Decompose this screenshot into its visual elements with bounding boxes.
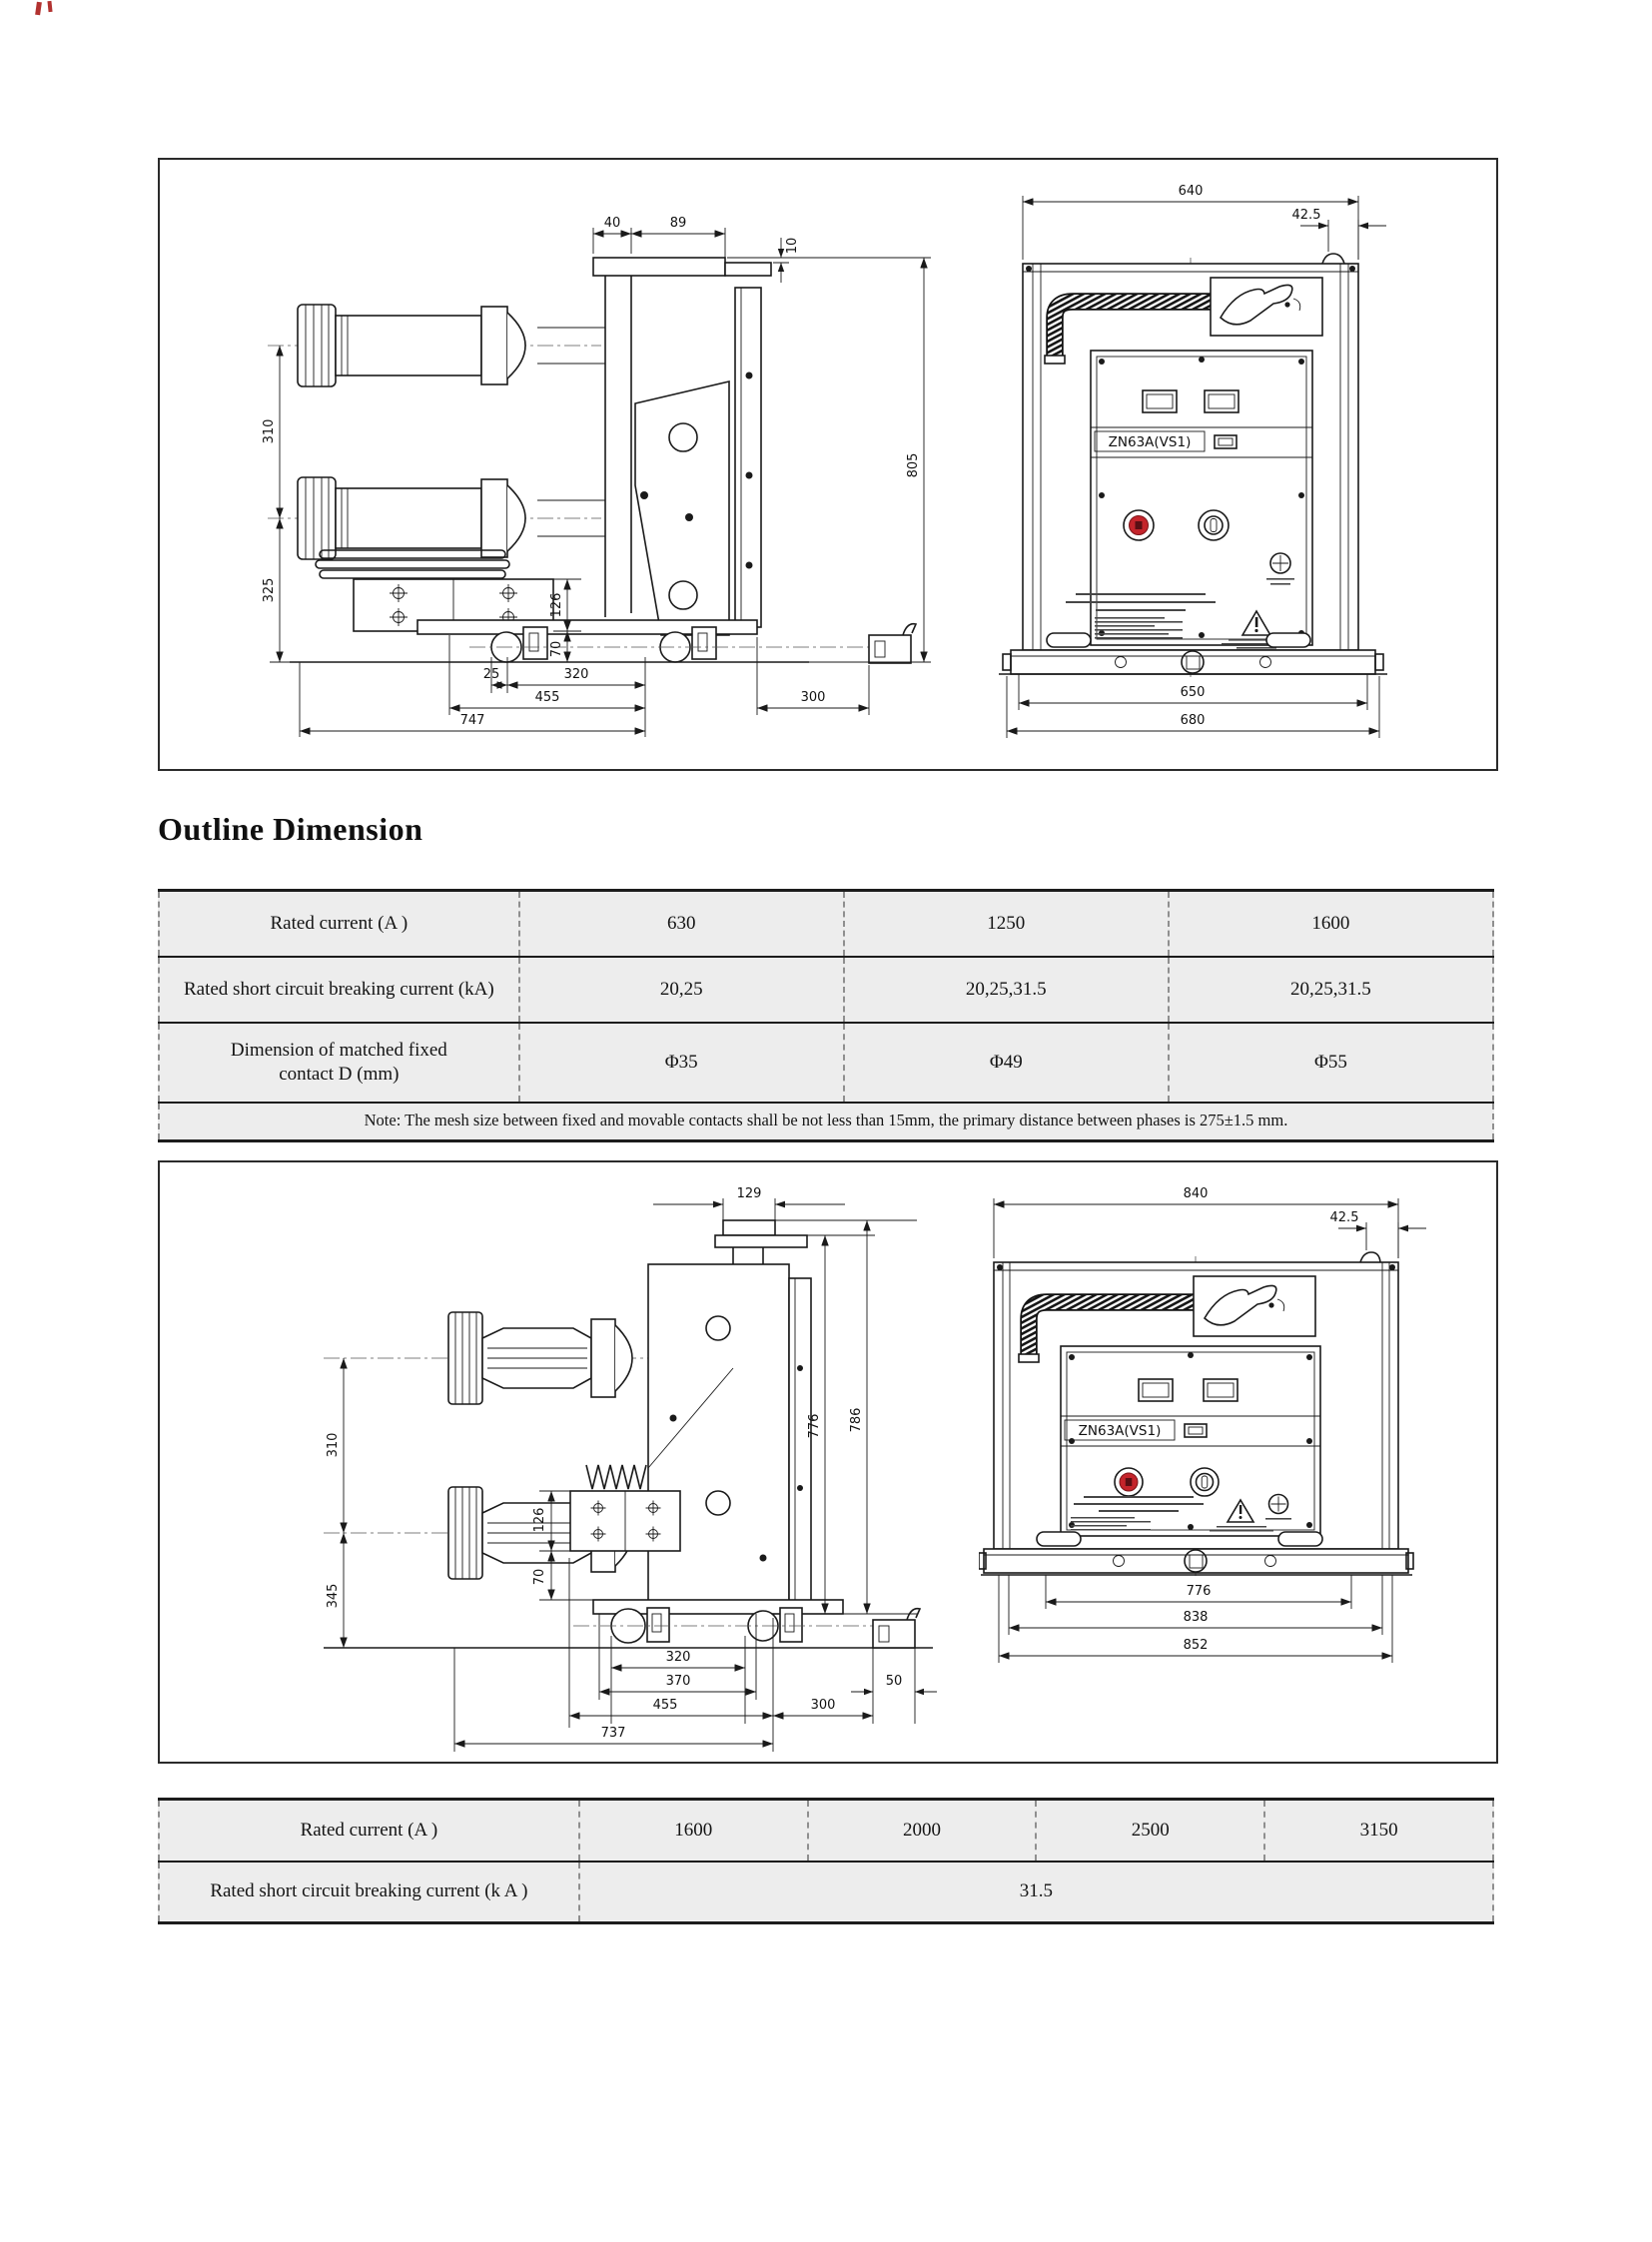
cell: 20,25,31.5 bbox=[844, 957, 1169, 1023]
row-label: Rated current (A ) bbox=[270, 912, 409, 934]
dim-838: 838 bbox=[1183, 1610, 1209, 1625]
dim-50: 50 bbox=[885, 1674, 903, 1689]
dim-40: 40 bbox=[603, 216, 621, 231]
scan-mark bbox=[35, 2, 42, 16]
dim-25: 25 bbox=[482, 667, 500, 682]
drawing-panel-1 bbox=[158, 158, 1498, 771]
dim-42-5: 42.5 bbox=[1329, 1210, 1359, 1225]
model-label: ZN63A(VS1) bbox=[1108, 434, 1192, 450]
operating-handle bbox=[1211, 278, 1322, 336]
dim-310: 310 bbox=[326, 1432, 341, 1458]
dim-70: 70 bbox=[532, 1568, 547, 1586]
interlock-box bbox=[869, 624, 916, 663]
row-label: Rated short circuit breaking current (kA) bbox=[159, 957, 519, 1023]
spec-table-2-wrap bbox=[158, 1798, 1494, 1924]
row-label: Dimension of matched fixed contact D (mm) bbox=[159, 1023, 519, 1103]
drawing-panel-2 bbox=[158, 1160, 1498, 1764]
row-label: Rated current (A ) bbox=[300, 1819, 438, 1841]
spec-table-1-wrap bbox=[158, 889, 1494, 1142]
row-label: Rated short circuit breaking current (k A ) bbox=[159, 1862, 579, 1923]
bellows bbox=[316, 550, 509, 578]
model-label: ZN63A(VS1) bbox=[1078, 1423, 1162, 1439]
page-title: Outline Dimension bbox=[158, 811, 423, 847]
dim-776: 776 bbox=[807, 1413, 822, 1439]
dim-776: 776 bbox=[1186, 1584, 1212, 1599]
dim-680: 680 bbox=[1180, 713, 1206, 728]
table-row bbox=[159, 1023, 1493, 1103]
bellows bbox=[586, 1465, 646, 1489]
dimension-lines bbox=[262, 216, 931, 737]
spec-table-1 bbox=[158, 889, 1494, 1142]
dim-320: 320 bbox=[563, 667, 589, 682]
upper-bushing bbox=[448, 1312, 632, 1404]
cell: 31.5 bbox=[579, 1862, 1493, 1923]
cell: 630 bbox=[519, 891, 844, 957]
dim-840: 840 bbox=[1183, 1186, 1209, 1201]
cell: 1600 bbox=[579, 1800, 808, 1862]
dim-737: 737 bbox=[600, 1726, 626, 1741]
dim-310: 310 bbox=[262, 418, 277, 444]
side-view-drawing-2 bbox=[174, 1168, 963, 1756]
interlock-box bbox=[873, 1609, 920, 1648]
dim-650: 650 bbox=[1180, 685, 1206, 700]
table-row bbox=[159, 891, 1493, 957]
dimension-lines bbox=[326, 1186, 937, 1752]
scan-mark bbox=[47, 1, 52, 12]
dim-640: 640 bbox=[1178, 184, 1204, 199]
dim-455: 455 bbox=[534, 690, 560, 705]
cell: 2500 bbox=[1036, 1800, 1264, 1862]
dim-300: 300 bbox=[810, 1698, 836, 1713]
dim-747: 747 bbox=[459, 713, 485, 728]
cell: 1250 bbox=[844, 891, 1169, 957]
cell: 20,25,31.5 bbox=[1169, 957, 1493, 1023]
operating-handle bbox=[1194, 1276, 1315, 1336]
dim-455: 455 bbox=[652, 1698, 678, 1713]
dim-345: 345 bbox=[326, 1583, 341, 1609]
dim-70: 70 bbox=[549, 640, 564, 658]
dim-300: 300 bbox=[800, 690, 826, 705]
table-row bbox=[159, 1862, 1493, 1923]
cell: 2000 bbox=[808, 1800, 1037, 1862]
upper-bushing bbox=[298, 305, 525, 386]
table-row bbox=[159, 957, 1493, 1023]
side-view-drawing-1 bbox=[170, 166, 969, 755]
dim-42-5: 42.5 bbox=[1291, 208, 1321, 223]
table-row bbox=[159, 1800, 1493, 1862]
dim-320: 320 bbox=[665, 1650, 691, 1665]
dim-126: 126 bbox=[549, 592, 564, 618]
dim-852: 852 bbox=[1183, 1638, 1209, 1653]
front-panel bbox=[1066, 351, 1312, 649]
dim-89: 89 bbox=[669, 216, 687, 231]
cell: 1600 bbox=[1169, 891, 1493, 957]
cell: 20,25 bbox=[519, 957, 844, 1023]
note-text: Note: The mesh size between fixed and movable contacts shall be not less than 15mm, the primary distance between phases is 275±1.5 mm. bbox=[159, 1103, 1493, 1141]
trolley-base bbox=[324, 1600, 933, 1648]
dim-10: 10 bbox=[785, 237, 800, 255]
cell: Φ55 bbox=[1169, 1023, 1493, 1103]
spec-table-2 bbox=[158, 1798, 1494, 1924]
dim-126: 126 bbox=[532, 1507, 547, 1533]
dim-805: 805 bbox=[906, 452, 921, 478]
pole-column bbox=[593, 258, 771, 635]
front-view-drawing-1 bbox=[971, 166, 1490, 760]
cell: 3150 bbox=[1264, 1800, 1493, 1862]
cell: Φ49 bbox=[844, 1023, 1169, 1103]
mounting-box bbox=[570, 1491, 680, 1551]
dim-370: 370 bbox=[665, 1674, 691, 1689]
front-view-drawing-2 bbox=[979, 1174, 1488, 1734]
base-beam bbox=[999, 650, 1387, 674]
base-beam bbox=[979, 1549, 1413, 1575]
dim-786: 786 bbox=[849, 1407, 864, 1433]
dim-325: 325 bbox=[262, 577, 277, 603]
lower-bushing bbox=[298, 477, 525, 559]
cell: Φ35 bbox=[519, 1023, 844, 1103]
dim-129: 129 bbox=[736, 1186, 762, 1201]
front-panel bbox=[1061, 1346, 1320, 1536]
table-note-row bbox=[159, 1103, 1493, 1141]
